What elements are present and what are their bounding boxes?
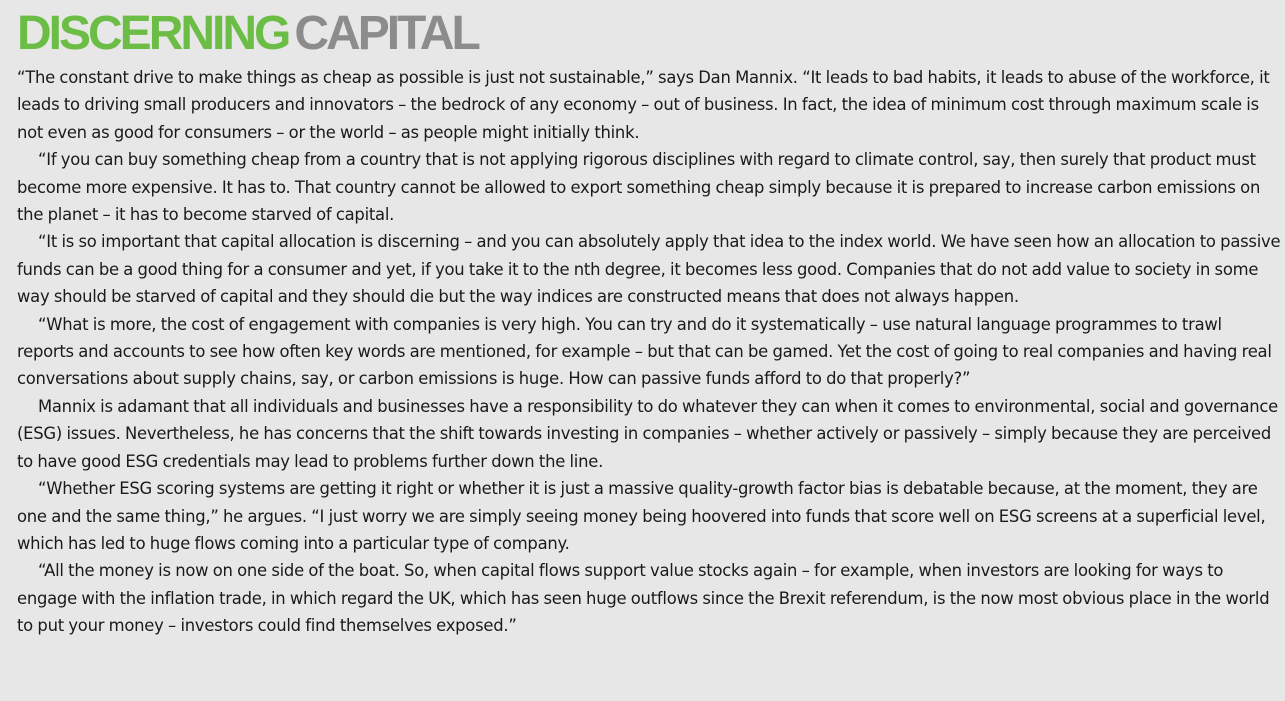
paragraph-2: “If you can buy something cheap from a country that is not applying rigorous disciplines with regard to climate control, say, then surely that product must become more expensive. It has to. That country cannot be allowed to export something cheap simply because it is prepared to increase carbon emissions on the planet – it has to become starved of capital. bbox=[17, 150, 1261, 225]
article bbox=[17, 8, 1281, 640]
headline-word-1: DISCERNING bbox=[17, 7, 289, 60]
paragraph-6: “Whether ESG scoring systems are getting it right or whether it is just a massive quality-growth factor bias is debatable because, at the moment, they are one and the same thing,” he argues. “I just worry we are simply seeing money being hoovered into funds that score well on ESG screens at a superficial level, which has led to huge flows coming into a particular type of company. bbox=[17, 479, 1266, 553]
paragraph-4: “What is more, the cost of engagement with companies is very high. You can try and do it systematically – use natural language programmes to trawl reports and accounts to see how often key words are mentioned, for example – but that can be gamed. Yet the cost of going to real companies and having real conversations about supply chains, say, or carbon emissions is huge. How can passive funds afford to do that properly?” bbox=[17, 314, 1272, 389]
paragraph-7: “All the money is now on one side of the boat. So, when capital flows support value stocks again – for example, when investors are looking for ways to engage with the inflation trade, in which regard the UK, which has seen huge outflows since the Brexit referendum, is the now most obvious place in the world to put your money – investors could find themselves exposed.” bbox=[17, 561, 1270, 636]
article-body bbox=[17, 64, 1281, 640]
paragraph-5: Mannix is adamant that all individuals and businesses have a responsibility to do whatever they can when it comes to environmental, social and governance (ESG) issues. Nevertheless, he has concerns that the shift towards investing in companies – whether actively or passively – simply because they are perceived to have good ESG credentials may lead to problems further down the line. bbox=[17, 396, 1278, 471]
headline bbox=[17, 8, 1281, 60]
paragraph-1: “The constant drive to make things as cheap as possible is just not sustainable,” says Dan Mannix. “It leads to bad habits, it leads to abuse of the workforce, it leads to driving small producers and innovators – the bedrock of any economy – out of business. In fact, the idea of minimum cost through maximum scale is not even as good for consumers – or the world – as people might initially think. bbox=[17, 68, 1270, 142]
paragraph-3: “It is so important that capital allocation is discerning – and you can absolutely apply that idea to the index world. We have seen how an allocation to passive funds can be a good thing for a consumer and yet, if you take it to the nth degree, it becomes less good. Companies that do not add value to society in some way should be starved of capital and they should die but the way indices are constructed means that does not always happen. bbox=[17, 232, 1281, 307]
headline-word-2: CAPITAL bbox=[294, 7, 478, 60]
